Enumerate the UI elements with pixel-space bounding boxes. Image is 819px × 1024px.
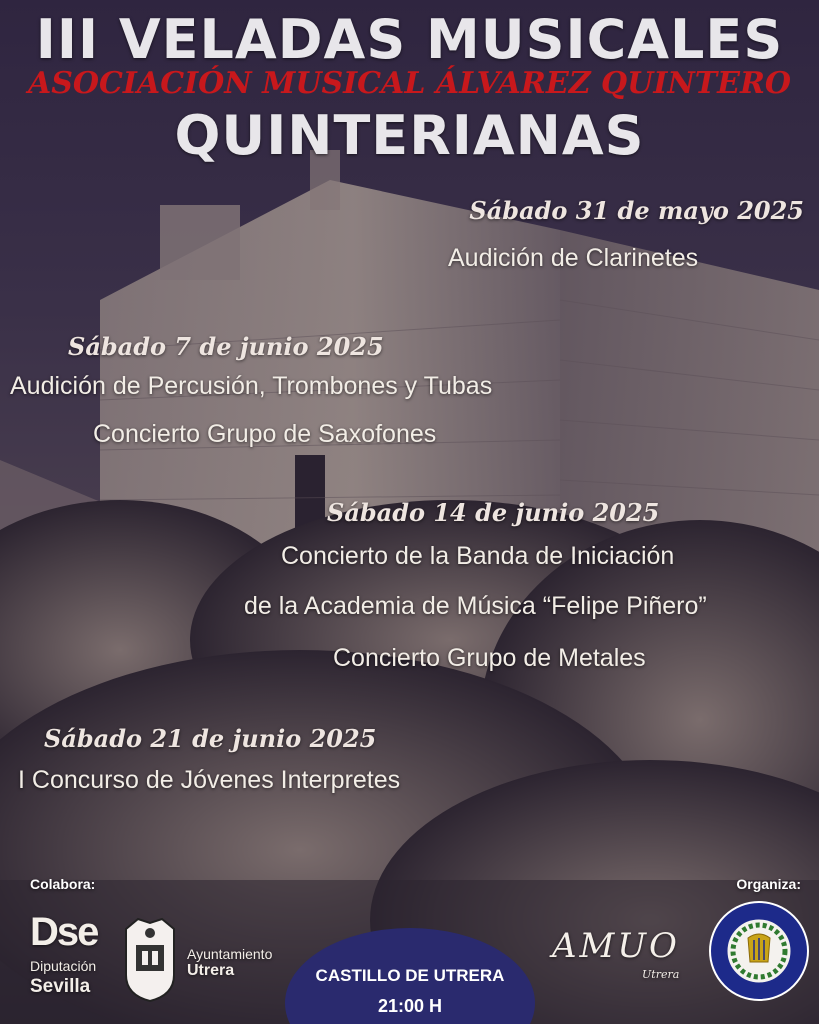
amuo-logo: AMUO xyxy=(552,926,680,966)
diputacion-line-2: Sevilla xyxy=(30,976,91,997)
event-3-line-2: de la Academia de Música “Felipe Piñero” xyxy=(244,592,707,620)
utrera-coat-of-arms-icon xyxy=(118,915,182,1003)
asociacion-musical-seal-icon xyxy=(708,900,810,1002)
subtitle-association: ASOCIACIÓN MUSICAL ÁLVAREZ QUINTERO xyxy=(27,66,792,101)
ayuntamiento-line-1: Ayuntamiento xyxy=(187,946,273,962)
event-3-line-3: Concierto Grupo de Metales xyxy=(333,644,646,672)
organiza-label: Organiza: xyxy=(736,876,801,892)
event-1-date: Sábado 31 de mayo 2025 xyxy=(469,196,804,225)
venue-name: CASTILLO DE UTRERA xyxy=(315,966,505,985)
diputacion-sevilla-logo xyxy=(30,910,110,1010)
event-2-line-1: Audición de Percusión, Trombones y Tubas xyxy=(10,372,493,400)
event-2-line-2: Concierto Grupo de Saxofones xyxy=(93,420,437,448)
amuo-logo-subtitle: Utrera xyxy=(642,968,680,981)
diputacion-mark: Dse xyxy=(30,910,98,954)
diputacion-line-1: Diputación xyxy=(30,958,97,974)
title-line-2: QUINTERIANAS xyxy=(174,104,645,167)
colabora-label: Colabora: xyxy=(30,876,96,892)
ayuntamiento-line-2: Utrera xyxy=(187,962,235,979)
event-time: 21:00 H xyxy=(377,996,443,1016)
event-2-date: Sábado 7 de junio 2025 xyxy=(68,332,384,361)
event-4-line-1: I Concurso de Jóvenes Interpretes xyxy=(18,766,401,794)
event-3-line-1: Concierto de la Banda de Iniciación xyxy=(281,542,675,570)
event-1-line-1: Audición de Clarinetes xyxy=(448,244,699,272)
title-line-1: III VELADAS MUSICALES xyxy=(35,8,784,71)
event-3-date: Sábado 14 de junio 2025 xyxy=(327,498,660,527)
event-4-date: Sábado 21 de junio 2025 xyxy=(44,724,377,753)
